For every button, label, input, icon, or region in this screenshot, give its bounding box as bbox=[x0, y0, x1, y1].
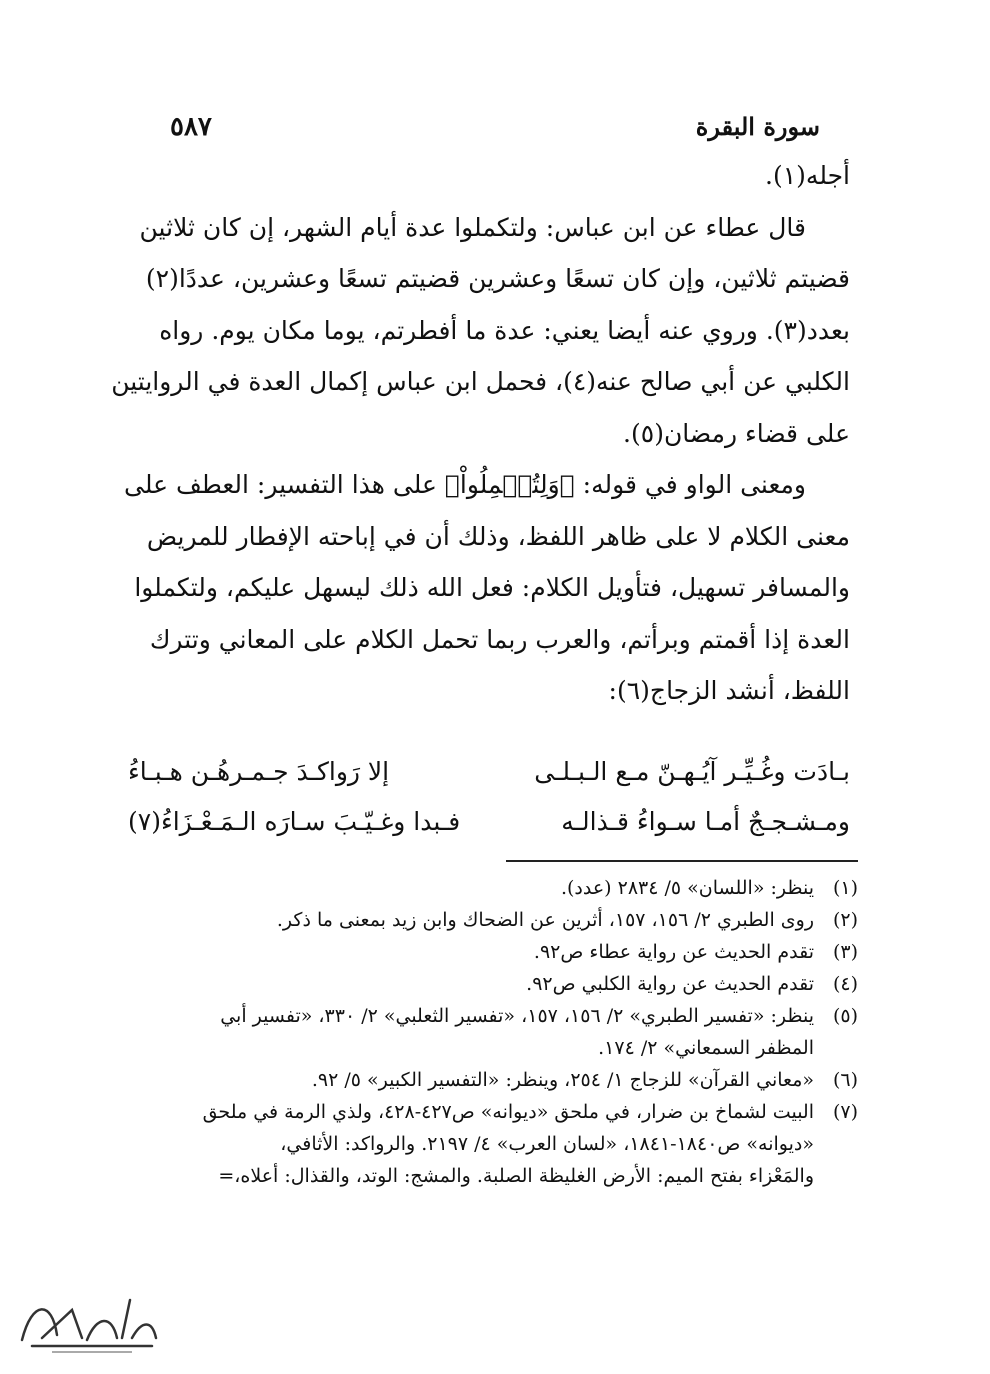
footnote-text: المظفر السمعاني» ٢/ ١٧٤. bbox=[598, 1037, 814, 1059]
footnotes bbox=[128, 872, 858, 1192]
verse-line bbox=[128, 747, 850, 797]
text-line: قضيتم ثلاثين، وإن كان تسعًا وعشرين قضيتم تسعًا وعشرين، عددًا(٢) bbox=[145, 264, 850, 293]
calligraphy-logo-icon bbox=[12, 1280, 162, 1360]
text-line: اللفظ، أنشد الزجاج(٦): bbox=[608, 676, 850, 705]
text-line: العدة إذا أقمتم وبرأتم، والعرب ربما تحمل الكلام على المعاني وتترك bbox=[149, 624, 850, 654]
verse-first-hemistich: ومـشـجـجٌ أمـا سـواءُ قـذالـه bbox=[561, 807, 850, 836]
verse-second-hemistich: إلا رَواكـدَ جـمـرهُـن هـبـاءُ bbox=[128, 757, 390, 786]
footnote-number: (١) bbox=[832, 877, 858, 899]
footnote-text: تقدم الحديث عن رواية الكلبي ص٩٢. bbox=[526, 973, 814, 995]
footnote-number: (٢) bbox=[832, 909, 858, 931]
text-line: الكلبي عن أبي صالح عنه(٤)، فحمل ابن عباس إكمال العدة في الروايتين bbox=[111, 367, 850, 396]
footnote-text: تقدم الحديث عن رواية عطاء ص٩٢. bbox=[533, 941, 814, 963]
verse-first-hemistich: بـادَت وغُـيِّـر آيُـهـنّ مـع الـبـلـى bbox=[534, 757, 850, 786]
surah-title: سورة البقرة bbox=[695, 112, 820, 141]
footnote-item bbox=[128, 904, 858, 936]
footnote-item bbox=[128, 1096, 858, 1192]
footnote-text: روى الطبري ٢/ ١٥٦، ١٥٧، أثرين عن الضحاك وابن زيد بمعنى ما ذكر. bbox=[276, 909, 814, 931]
text-line: أجله(١). bbox=[765, 161, 850, 190]
main-text bbox=[111, 150, 850, 717]
page-number: ٥٨٧ bbox=[170, 112, 212, 142]
footnote-text: «معاني القرآن» للزجاج ١/ ٢٥٤، وينظر: «التفسير الكبير» ٥/ ٩٢. bbox=[311, 1069, 814, 1091]
text-line: قال عطاء عن ابن عباس: ولتكملوا عدة أيام الشهر، إن كان ثلاثين bbox=[139, 212, 806, 242]
paragraph-1 bbox=[128, 150, 850, 202]
footnote-text: ينظر: «تفسير الطبري» ٢/ ١٥٦، ١٥٧، «تفسير الثعلبي» ٢/ ٣٣٠، «تفسير أبي bbox=[220, 1005, 814, 1027]
footnote-text: «ديوانه» ص١٨٤٠-١٨٤١، «لسان العرب» ٤/ ٢١٩٧. والرواكد: الأثافي، bbox=[280, 1133, 814, 1155]
verse-line bbox=[128, 797, 850, 847]
footnote-number: (٤) bbox=[832, 973, 858, 995]
text-line: بعدد(٣). وروي عنه أيضا يعني: عدة ما أفطرتم، يوما مكان يوم. رواه bbox=[159, 315, 850, 345]
paragraph-2 bbox=[111, 202, 850, 460]
footnote-text: والمَعْزاء بفتح الميم: الأرض الغليظة الصلبة. والمشج: الوتد، والقذال: أعلاه،= bbox=[218, 1165, 814, 1187]
footnote-item bbox=[128, 936, 858, 968]
footnote-item bbox=[128, 1000, 858, 1064]
footnote-separator bbox=[506, 860, 858, 862]
page-header bbox=[170, 112, 820, 152]
footnote-item bbox=[128, 968, 858, 1000]
text-line: ومعنى الواو في قوله: ﴿وَلِتُكۡمِلُواْ﴾ على هذا التفسير: العطف على bbox=[124, 470, 806, 499]
footnote-item bbox=[128, 1064, 858, 1096]
footnote-text: ينظر: «اللسان» ٥/ ٢٨٣٤ (عدد). bbox=[560, 877, 814, 899]
footnote-number: (٦) bbox=[832, 1069, 858, 1091]
verse-second-hemistich: فـبدا وغـيّـبَ سـارَه الـمَـعْـزَاءُ(٧) bbox=[128, 807, 461, 836]
footnote-number: (٣) bbox=[832, 941, 858, 963]
poetry-verse bbox=[128, 747, 850, 847]
footnote-number: (٥) bbox=[832, 1005, 858, 1027]
text-line: على قضاء رمضان(٥). bbox=[623, 418, 850, 448]
footnote-number: (٧) bbox=[832, 1101, 858, 1123]
paragraph-3 bbox=[124, 459, 850, 717]
footnote-item bbox=[128, 872, 858, 904]
footnote-text: البيت لشماخ بن ضرار، في ملحق «ديوانه» ص٤٢٧-٤٢٨، ولذي الرمة في ملحق bbox=[202, 1101, 814, 1123]
text-line: والمسافر تسهيل، فتأويل الكلام: فعل الله ذلك ليسهل عليكم، ولتكملوا bbox=[134, 573, 850, 602]
text-line: معنى الكلام لا على ظاهر اللفظ، وذلك أن في إباحته الإفطار للمريض bbox=[146, 521, 850, 551]
